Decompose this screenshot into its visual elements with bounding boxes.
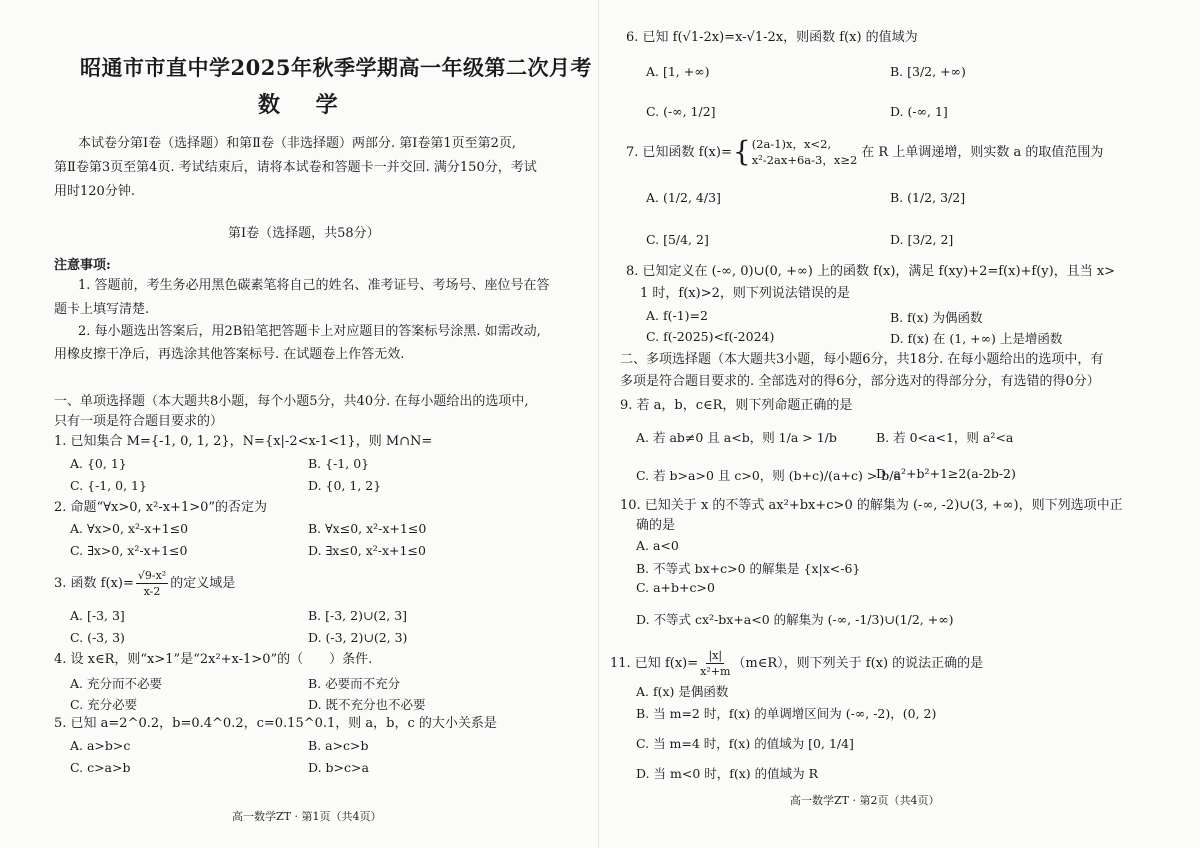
q11-option-b: B. 当 m=2 时，f(x) 的单调增区间为 (-∞, -2)，(0, 2) [636,706,937,721]
q10-option-d: D. 不等式 cx²-bx+a<0 的解集为 (-∞, -1/3)∪(1/2, +∞) [636,612,954,627]
q4-option-b: B. 必要而不充分 [308,676,401,691]
part1-heading: 第Ⅰ卷（选择题，共58分） [228,226,380,241]
page-1-footer: 高一数学ZT · 第1页（共4页） [232,810,382,823]
q8-option-b: B. f(x) 为偶函数 [890,310,983,325]
q7-stem-pre: 7. 已知函数 f(x)= [626,144,732,160]
q9-option-c: C. 若 b>a>0 且 c>0，则 (b+c)/(a+c) > b/a [636,468,901,483]
page-2-footer: 高一数学ZT · 第2页（共4页） [790,794,940,807]
q2-option-d: D. ∃x≤0, x²-x+1≤0 [308,543,426,558]
q4-option-a: A. 充分而不必要 [70,676,162,691]
q5-option-c: C. c>a>b [70,760,131,775]
page-2 [600,0,1200,848]
intro-line-1: 本试卷分第Ⅰ卷（选择题）和第Ⅱ卷（非选择题）两部分. 第Ⅰ卷第1页至第2页, [78,136,517,151]
q3-fraction [136,568,168,599]
q4-option-c: C. 充分必要 [70,697,138,712]
q11-denominator: x²+m [700,665,731,678]
q8-stem-line-1: 8. 已知定义在 (-∞, 0)∪(0, +∞) 上的函数 f(x)，满足 f(xy)+2=f(x)+f(y)，且当 x> [626,264,1116,279]
q4-stem: 4. 设 x∈R，则“x>1”是“2x²+x-1>0”的（ ）条件. [54,652,373,667]
q11-option-c: C. 当 m=4 时，f(x) 的值域为 [0, 1/4] [636,736,854,751]
q3-stem-post: 的定义域是 [170,576,236,591]
q7-case-1: (2a-1)x，x<2, [751,137,832,151]
q1-option-d: D. {0, 1, 2} [308,478,382,493]
q9-stem: 9. 若 a，b，c∈R，则下列命题正确的是 [620,398,853,413]
q8-option-d: D. f(x) 在 (1, +∞) 上是增函数 [890,331,1063,346]
q5-option-a: A. a>b>c [70,738,131,753]
q10-option-b: B. 不等式 bx+c>0 的解集是 {x|x<-6} [636,561,861,576]
q3-denominator: x-2 [143,585,161,598]
q10-stem-line-1: 10. 已知关于 x 的不等式 ax²+bx+c>0 的解集为 (-∞, -2)∪(3, +∞)，则下列选项中正 [620,498,1123,513]
q2-option-c: C. ∃x>0, x²-x+1≤0 [70,543,188,558]
q7-stem [626,136,1103,168]
q1-stem: 1. 已知集合 M={-1, 0, 1, 2}，N={x|-2<x-1<1}，则 M∩N= [54,434,433,449]
q1-option-b: B. {-1, 0} [308,456,370,471]
q1-option-a: A. {0, 1} [70,456,127,471]
section1-line-1: 一、单项选择题（本大题共8小题，每个小题5分，共40分. 在每小题给出的选项中, [54,394,529,409]
q9-option-b: B. 若 0<a<1，则 a²<a [876,430,1014,445]
intro-line-2: 第Ⅱ卷第3页至第4页. 考试结束后，请将本试卷和答题卡一并交回. 满分150分，考试 [54,160,537,175]
q10-stem-line-2: 确的是 [636,518,676,533]
q3-option-a: A. [-3, 3] [70,608,125,623]
q7-case-2: x²-2ax+6a-3，x≥2 [751,153,858,167]
q7-option-a: A. (1/2, 4/3] [646,190,721,205]
section2-line-1: 二、多项选择题（本大题共3小题，每小题6分，共18分. 在每小题给出的选项中，有 [620,352,1104,367]
q11-stem-pre: 11. 已知 f(x)= [610,656,699,671]
q10-option-a: A. a<0 [636,538,679,553]
q11-option-a: A. f(x) 是偶函数 [636,684,729,699]
notice-title: 注意事项: [54,258,111,273]
exam-title: 昭通市市直中学2025年秋季学期高一年级第二次月考 [80,55,592,80]
q10-option-c: C. a+b+c>0 [636,580,715,595]
q8-option-a: A. f(-1)=2 [646,308,708,323]
notice-line-3: 2. 每小题选出答案后，用2B铅笔把答题卡上对应题目的答案标号涂黑. 如需改动, [78,324,541,339]
section1-line-2: 只有一项是符合题目要求的） [54,414,224,429]
q1-option-c: C. {-1, 0, 1} [70,478,147,493]
q3-option-d: D. (-3, 2)∪(2, 3) [308,630,408,645]
q3-option-c: C. (-3, 3) [70,630,125,645]
section2-line-2: 多项是符合题目要求的. 全部选对的得6分，部分选对的得部分分，有选错的得0分） [620,374,1100,389]
q6-option-b: B. [3/2, +∞) [890,64,966,79]
notice-line-1: 1. 答题前，考生务必用黑色碳素笔将自己的姓名、准考证号、考场号、座位号在答 [78,278,550,293]
q11-numerator: |x| [708,649,723,662]
q6-option-c: C. (-∞, 1/2] [646,104,716,119]
q9-option-a: A. 若 ab≠0 且 a<b，则 1/a > 1/b [636,430,837,445]
notice-line-4: 用橡皮擦干净后，再选涂其他答案标号. 在试题卷上作答无效. [54,347,405,362]
q3-numerator: √9-x² [137,569,167,582]
q9-option-d: D. a²+b²+1≥2(a-2b-2) [876,466,1016,481]
intro-line-3: 用时120分钟. [54,184,135,199]
q11-stem [610,648,983,679]
notice-line-2: 题卡上填写清楚. [54,302,150,317]
q5-option-d: D. b>c>a [308,760,369,775]
q4-option-d: D. 既不充分也不必要 [308,697,426,712]
q8-option-c: C. f(-2025)<f(-2024) [646,329,775,344]
q6-option-d: D. (-∞, 1] [890,104,948,119]
q11-stem-post: （m∈R），则下列关于 f(x) 的说法正确的是 [732,656,984,671]
q7-option-b: B. (1/2, 3/2] [890,190,966,205]
q5-option-b: B. a>c>b [308,738,369,753]
q11-option-d: D. 当 m<0 时，f(x) 的值域为 R [636,766,819,781]
q3-option-b: B. [-3, 2)∪(2, 3] [308,608,408,623]
q7-stem-post: 在 R 上单调递增，则实数 a 的取值范围为 [861,144,1104,160]
q7-option-c: C. [5/4, 2] [646,232,709,247]
q7-option-d: D. [3/2, 2] [890,232,954,247]
q2-option-b: B. ∀x≤0, x²-x+1≤0 [308,521,427,536]
q7-cases [752,136,858,168]
q2-option-a: A. ∀x>0, x²-x+1≤0 [70,521,189,536]
q7-brace: { [732,135,751,168]
q5-stem: 5. 已知 a=2^0.2，b=0.4^0.2，c=0.15^0.1，则 a，b，c 的大小关系是 [54,716,497,731]
q8-stem-line-2: 1 时，f(x)>2，则下列说法错误的是 [640,286,850,301]
q6-option-a: A. [1, +∞) [646,64,710,79]
q11-fraction [700,648,730,679]
q2-stem: 2. 命题“∀x>0, x²-x+1>0”的否定为 [54,500,268,515]
q3-stem-pre: 3. 函数 f(x)= [54,576,134,591]
q6-stem: 6. 已知 f(√1-2x)=x-√1-2x，则函数 f(x) 的值域为 [626,30,918,45]
q3-stem [54,568,235,599]
subject-title: 数 学 [258,92,352,118]
